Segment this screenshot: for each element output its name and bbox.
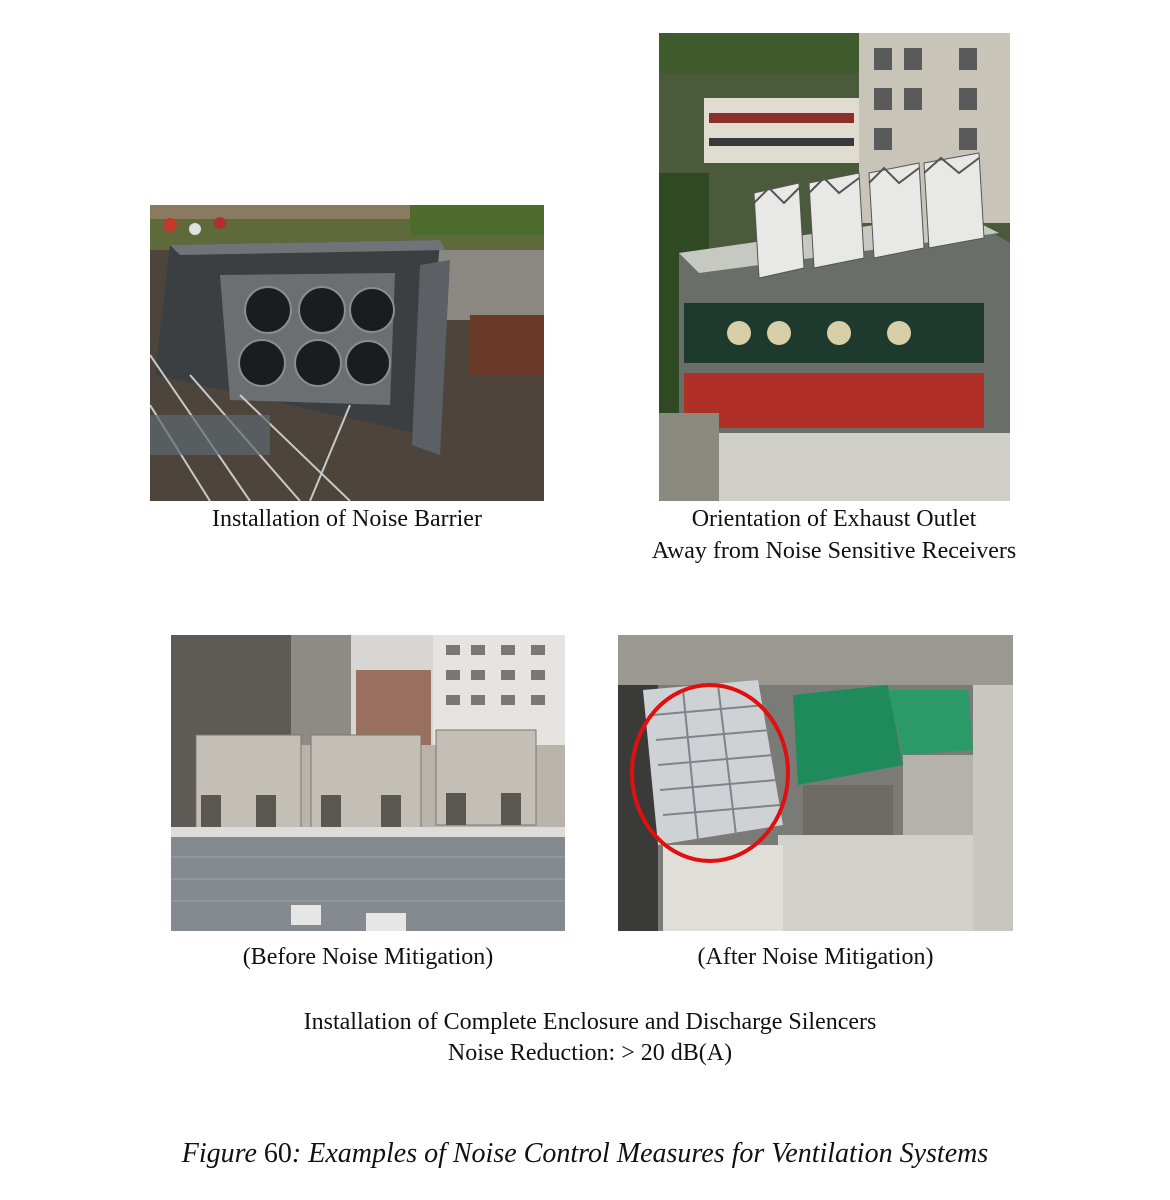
photo-before-mitigation — [171, 635, 565, 931]
photo-after-mitigation — [618, 635, 1013, 931]
figure-caption — [0, 1138, 1170, 1170]
caption-after-mitigation: (After Noise Mitigation) — [697, 944, 934, 970]
figure-title: Examples of Noise Control Measures for Ventilation Systems — [308, 1138, 989, 1169]
figure-separator: : — [291, 1138, 302, 1169]
caption-summary-line2: Noise Reduction: > 20 dB(A) — [447, 1040, 733, 1066]
caption-exhaust-line1: Orientation of Exhaust Outlet — [691, 506, 977, 532]
photo-noise-barrier — [150, 205, 544, 501]
photo-exhaust-orientation — [659, 33, 1010, 501]
figure-number: 60 — [263, 1138, 292, 1169]
figure-label: Figure — [181, 1138, 257, 1169]
caption-before-mitigation: (Before Noise Mitigation) — [242, 944, 494, 970]
caption-noise-barrier: Installation of Noise Barrier — [212, 506, 482, 532]
caption-exhaust-line2: Away from Noise Sensitive Receivers — [651, 538, 1017, 564]
caption-summary-line1: Installation of Complete Enclosure and Discharge Silencers — [303, 1009, 877, 1035]
